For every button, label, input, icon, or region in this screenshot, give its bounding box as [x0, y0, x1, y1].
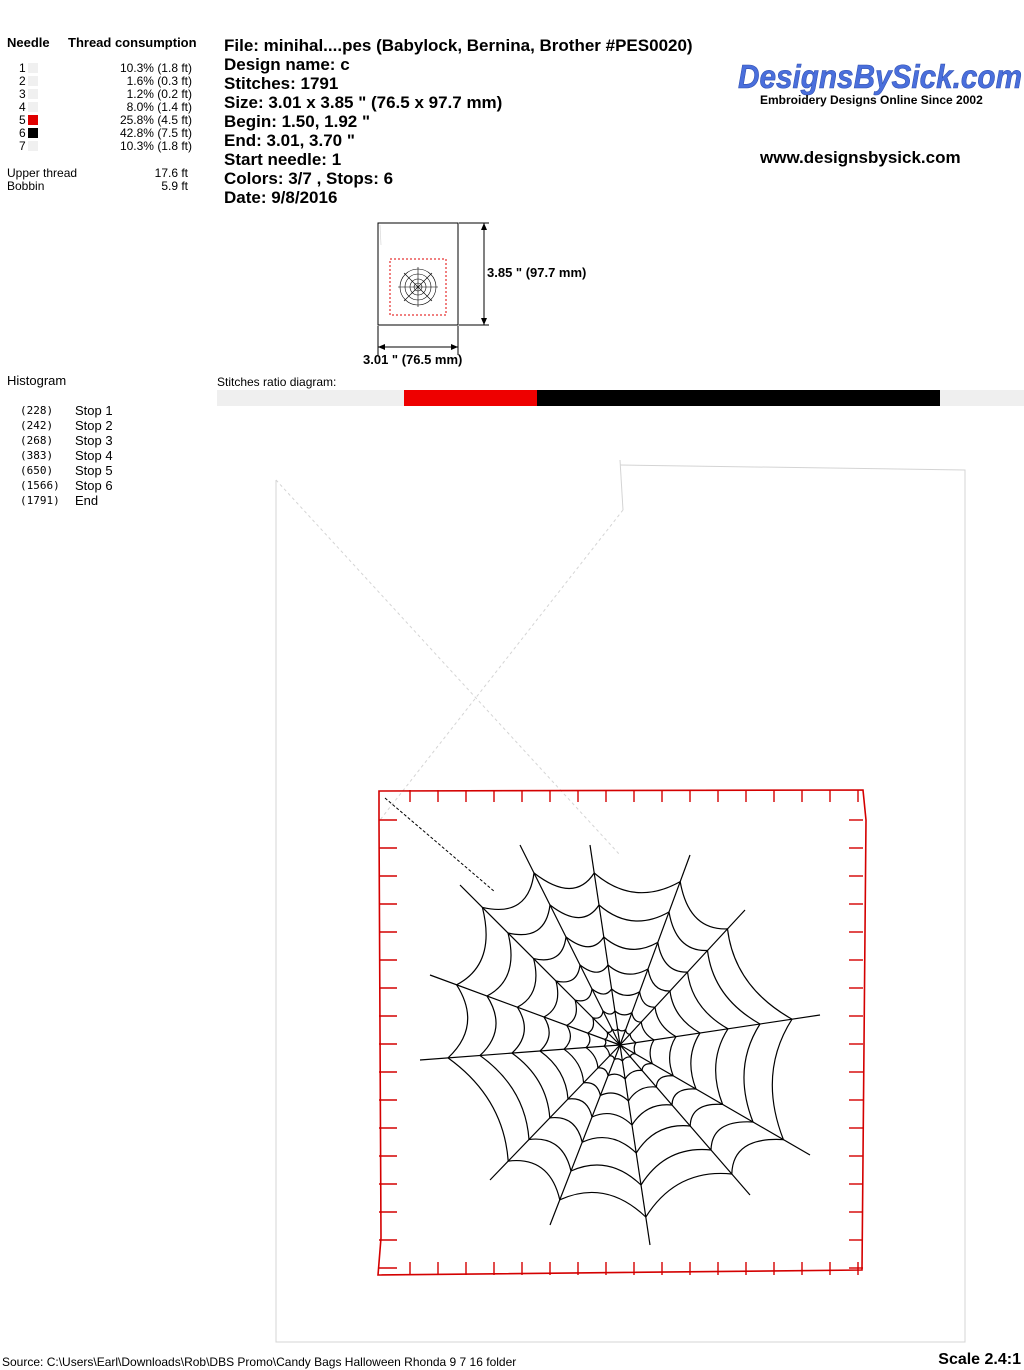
ratio-segment — [404, 390, 536, 406]
needle-usage: 8.0% (1.4 ft) — [126, 100, 192, 114]
needle-number: 4 — [19, 100, 26, 114]
red-stitch-border — [378, 790, 866, 1275]
source-path: Source: C:\Users\Earl\Downloads\Rob\DBS Promo\Candy Bags Halloween Rhonda 9 7 16 folder — [2, 1355, 517, 1369]
design-canvas — [0, 440, 1024, 1350]
travel-stitch — [385, 798, 495, 892]
height-label: 3.85 " (97.7 mm) — [487, 265, 587, 280]
needle-number: 6 — [19, 126, 26, 140]
start-needle: Start needle: 1 — [224, 150, 342, 169]
color-swatch — [28, 76, 38, 86]
spider-web-icon — [420, 845, 820, 1245]
brand-logo — [736, 55, 1024, 97]
ratio-segment — [537, 390, 941, 406]
preview-web-icon — [398, 267, 438, 307]
upper-thread-value: 17.6 ft — [154, 166, 188, 180]
stop-count: (383) — [20, 449, 54, 462]
color-swatch — [28, 128, 38, 138]
histogram-row — [0, 403, 200, 418]
brand-url[interactable]: www.designsbysick.com — [760, 148, 961, 167]
stop-label: Stop 5 — [75, 463, 113, 478]
needle-number: 7 — [19, 139, 26, 153]
brand-tagline: Embroidery Designs Online Since 2002 — [760, 93, 983, 107]
design-preview — [355, 215, 615, 375]
stop-count: (650) — [20, 464, 54, 477]
design-date: Date: 9/8/2016 — [224, 188, 338, 207]
ratio-segment — [217, 390, 404, 406]
color-swatch — [28, 102, 38, 112]
upper-thread-label: Upper thread — [7, 166, 78, 180]
stop-label: Stop 4 — [75, 448, 113, 463]
bobbin-value: 5.9 ft — [161, 179, 188, 193]
histogram-row — [0, 418, 200, 433]
needle-number: 3 — [19, 87, 26, 101]
color-swatch — [28, 141, 38, 151]
design-size: Size: 3.01 x 3.85 " (76.5 x 97.7 mm) — [224, 93, 503, 112]
color-swatch — [28, 115, 38, 125]
design-name: Design name: c — [224, 55, 350, 74]
stop-count: (268) — [20, 434, 54, 447]
needle-usage: 25.8% (4.5 ft) — [119, 113, 192, 127]
stop-count: (1566) — [20, 479, 60, 492]
scale-label: Scale 2.4:1 — [938, 1351, 1021, 1368]
needle-usage: 10.3% (1.8 ft) — [119, 139, 192, 153]
needle-usage: 1.6% (0.3 ft) — [126, 74, 192, 88]
stop-label: Stop 6 — [75, 478, 113, 493]
bobbin-label: Bobbin — [7, 179, 45, 193]
begin-point: Begin: 1.50, 1.92 " — [224, 112, 371, 131]
needle-number: 1 — [19, 61, 26, 75]
needle-usage: 42.8% (7.5 ft) — [119, 126, 192, 140]
histogram-title: Histogram — [7, 373, 67, 388]
stop-label: Stop 1 — [75, 403, 113, 418]
stop-count: (228) — [20, 404, 54, 417]
thread-consumption-header: Thread consumption — [68, 35, 197, 50]
stop-label: Stop 2 — [75, 418, 113, 433]
needle-number: 2 — [19, 74, 26, 88]
needle-number: 5 — [19, 113, 26, 127]
stop-count: (242) — [20, 419, 54, 432]
ratio-diagram-label: Stitches ratio diagram: — [217, 375, 337, 389]
ratio-segment — [940, 390, 1024, 406]
needle-header: Needle — [7, 35, 50, 50]
file-name: File: minihal....pes (Babylock, Bernina, Brother #PES0020) — [224, 36, 693, 55]
color-swatch — [28, 63, 38, 73]
needle-usage: 10.3% (1.8 ft) — [119, 61, 192, 75]
design-info — [224, 36, 693, 207]
stop-label: Stop 3 — [75, 433, 113, 448]
stop-count: (1791) — [20, 494, 60, 507]
width-label: 3.01 " (76.5 mm) — [363, 352, 463, 367]
end-point: End: 3.01, 3.70 " — [224, 131, 355, 150]
color-swatch — [28, 89, 38, 99]
stitch-count: Stitches: 1791 — [224, 74, 339, 93]
stitch-ratio-bar — [217, 390, 1024, 406]
colors-stops: Colors: 3/7 , Stops: 6 — [224, 169, 394, 188]
border-ticks — [379, 790, 863, 1275]
stop-label: End — [75, 493, 99, 508]
needle-usage: 1.2% (0.2 ft) — [126, 87, 192, 101]
svg-text:DesignsBySick.com: DesignsBySick.com — [738, 58, 1022, 95]
needle-row — [0, 140, 200, 153]
